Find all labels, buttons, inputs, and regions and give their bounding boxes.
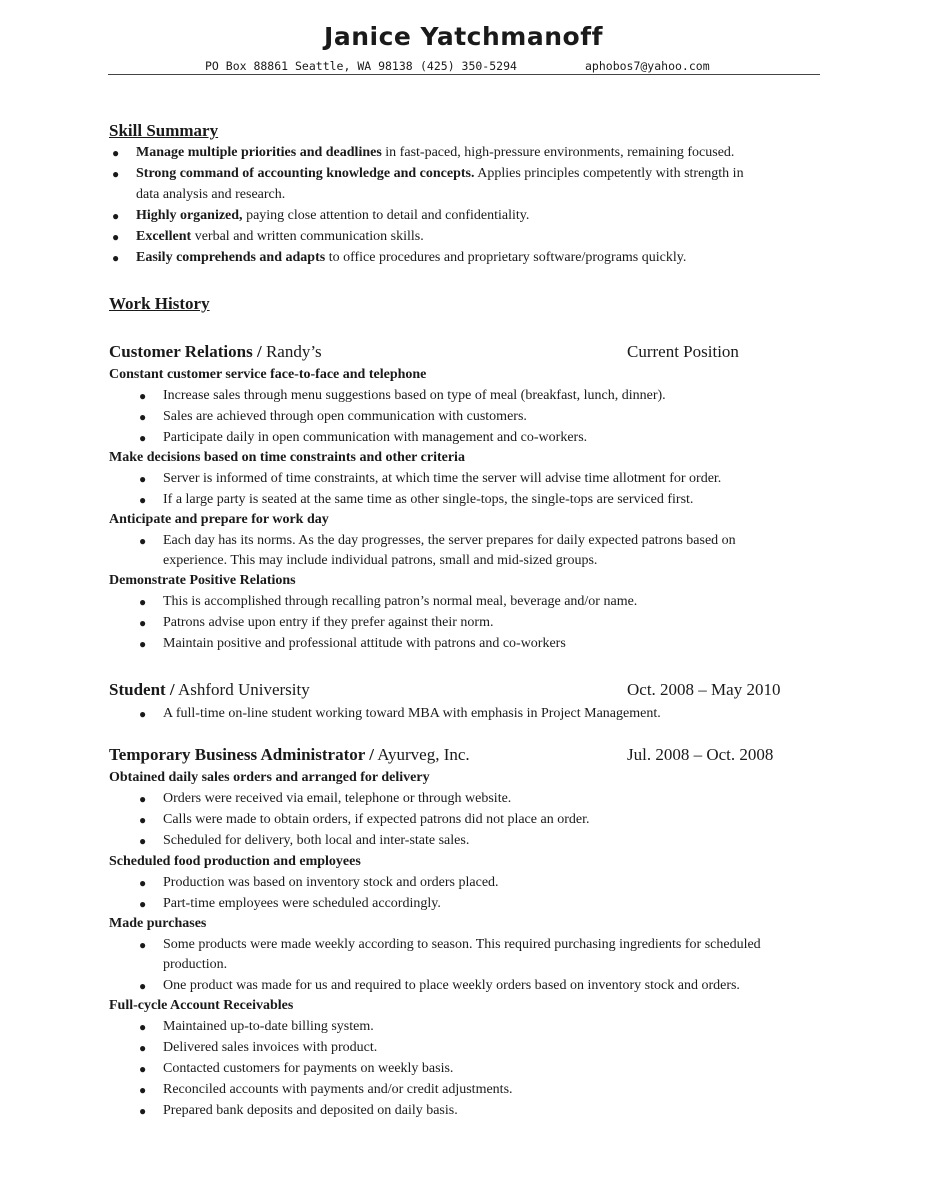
duty-item: Server is informed of time constraints, at which time the server will advise time allotment for order. xyxy=(163,471,722,486)
skill-summary-title: Skill Summary xyxy=(109,121,219,140)
bullet-icon: ● xyxy=(112,146,120,160)
duty-item: A full-time on-line student working toward MBA with emphasis in Project Management. xyxy=(163,706,661,721)
duty-item-continuation: experience. This may include individual patrons, small and mid-sized groups. xyxy=(163,553,598,568)
duty-heading: Scheduled food production and employees xyxy=(109,854,361,869)
bullet-icon: ● xyxy=(139,616,147,630)
bullet-icon: ● xyxy=(112,167,120,181)
skill-item: Easily comprehends and adapts to office procedures and proprietary software/programs quickly. xyxy=(136,250,687,265)
bullet-icon: ● xyxy=(139,534,147,548)
bullet-icon: ● xyxy=(139,813,147,827)
duty-item: Maintained up-to-date billing system. xyxy=(163,1019,374,1034)
bullet-icon: ● xyxy=(139,1041,147,1055)
bullet-icon: ● xyxy=(139,876,147,890)
job-date: Jul. 2008 – Oct. 2008 xyxy=(627,745,774,764)
job-date: Current Position xyxy=(627,342,739,361)
duty-heading: Make decisions based on time constraints and other criteria xyxy=(109,450,465,465)
job-date: Oct. 2008 – May 2010 xyxy=(627,680,781,699)
duty-item-continuation: production. xyxy=(163,957,228,972)
duty-item: Calls were made to obtain orders, if expected patrons did not place an order. xyxy=(163,812,590,827)
skill-item: Excellent verbal and written communication skills. xyxy=(136,229,424,244)
duty-item: Scheduled for delivery, both local and inter-state sales. xyxy=(163,833,470,848)
duty-item: Maintain positive and professional attitude with patrons and co-workers xyxy=(163,636,566,651)
duty-heading: Made purchases xyxy=(109,916,207,931)
duty-item: Participate daily in open communication with management and co-workers. xyxy=(163,430,588,445)
duty-item: Increase sales through menu suggestions based on type of meal (breakfast, lunch, dinner). xyxy=(163,388,666,403)
bullet-icon: ● xyxy=(139,493,147,507)
contact-email: aphobos7@yahoo.com xyxy=(585,59,710,73)
skill-item: Highly organized, paying close attention to detail and confidentiality. xyxy=(136,208,530,223)
bullet-icon: ● xyxy=(139,1062,147,1076)
bullet-icon: ● xyxy=(139,792,147,806)
header-divider xyxy=(108,74,820,75)
bullet-icon: ● xyxy=(139,595,147,609)
contact-line xyxy=(205,59,710,129)
job-title: Temporary Business Administrator / Ayurveg, Inc. xyxy=(109,745,470,764)
duty-item: Production was based on inventory stock and orders placed. xyxy=(163,875,499,890)
contact-address: PO Box 88861 Seattle, WA 98138 xyxy=(205,59,413,73)
duty-item: Delivered sales invoices with product. xyxy=(163,1040,378,1055)
candidate-name: Janice Yatchmanoff xyxy=(324,22,603,51)
contact-phone: (425) 350-5294 xyxy=(420,59,517,73)
duty-item: Contacted customers for payments on weekly basis. xyxy=(163,1061,454,1076)
duty-heading: Full-cycle Account Receivables xyxy=(109,998,294,1013)
bullet-icon: ● xyxy=(139,938,147,952)
skill-item: Strong command of accounting knowledge and concepts. Applies principles competently with strength in xyxy=(136,166,744,181)
duty-heading: Demonstrate Positive Relations xyxy=(109,573,296,588)
duty-item: Some products were made weekly according to season. This required purchasing ingredients for scheduled xyxy=(163,937,761,952)
bullet-icon: ● xyxy=(139,1083,147,1097)
bullet-icon: ● xyxy=(139,1020,147,1034)
duty-item: Reconciled accounts with payments and/or credit adjustments. xyxy=(163,1082,513,1097)
skill-item: Manage multiple priorities and deadlines in fast-paced, high-pressure environments, remaining focused. xyxy=(136,145,735,160)
bullet-icon: ● xyxy=(112,209,120,223)
duty-item: Orders were received via email, telephone or through website. xyxy=(163,791,512,806)
bullet-icon: ● xyxy=(139,897,147,911)
bullet-icon: ● xyxy=(112,230,120,244)
skill-item-continuation: data analysis and research. xyxy=(136,187,286,202)
bullet-icon: ● xyxy=(112,251,120,265)
duty-item: Each day has its norms. As the day progresses, the server prepares for daily expected patrons based on xyxy=(163,533,736,548)
duty-item: Sales are achieved through open communication with customers. xyxy=(163,409,527,424)
duty-item: Patrons advise upon entry if they prefer against their norm. xyxy=(163,615,494,630)
duty-item: This is accomplished through recalling patron’s normal meal, beverage and/or name. xyxy=(163,594,638,609)
duty-item: If a large party is seated at the same time as other single-tops, the single-tops are serviced first. xyxy=(163,492,694,507)
duty-heading: Obtained daily sales orders and arranged for delivery xyxy=(109,770,430,785)
job-title: Customer Relations / Randy’s xyxy=(109,342,322,361)
bullet-icon: ● xyxy=(139,834,147,848)
work-history-title: Work History xyxy=(109,294,210,313)
duty-item: Part-time employees were scheduled accordingly. xyxy=(163,896,441,911)
duty-item: Prepared bank deposits and deposited on daily basis. xyxy=(163,1103,458,1118)
bullet-icon: ● xyxy=(139,637,147,651)
duty-item: One product was made for us and required to place weekly orders based on inventory stock and orders. xyxy=(163,978,740,993)
bullet-icon: ● xyxy=(139,410,147,424)
bullet-icon: ● xyxy=(139,389,147,403)
bullet-icon: ● xyxy=(139,979,147,993)
bullet-icon: ● xyxy=(139,1104,147,1118)
job-title: Student / Ashford University xyxy=(109,680,310,699)
duty-heading: Anticipate and prepare for work day xyxy=(109,512,329,527)
duty-heading: Constant customer service face-to-face and telephone xyxy=(109,367,427,382)
bullet-icon: ● xyxy=(139,472,147,486)
bullet-icon: ● xyxy=(139,707,147,721)
bullet-icon: ● xyxy=(139,431,147,445)
